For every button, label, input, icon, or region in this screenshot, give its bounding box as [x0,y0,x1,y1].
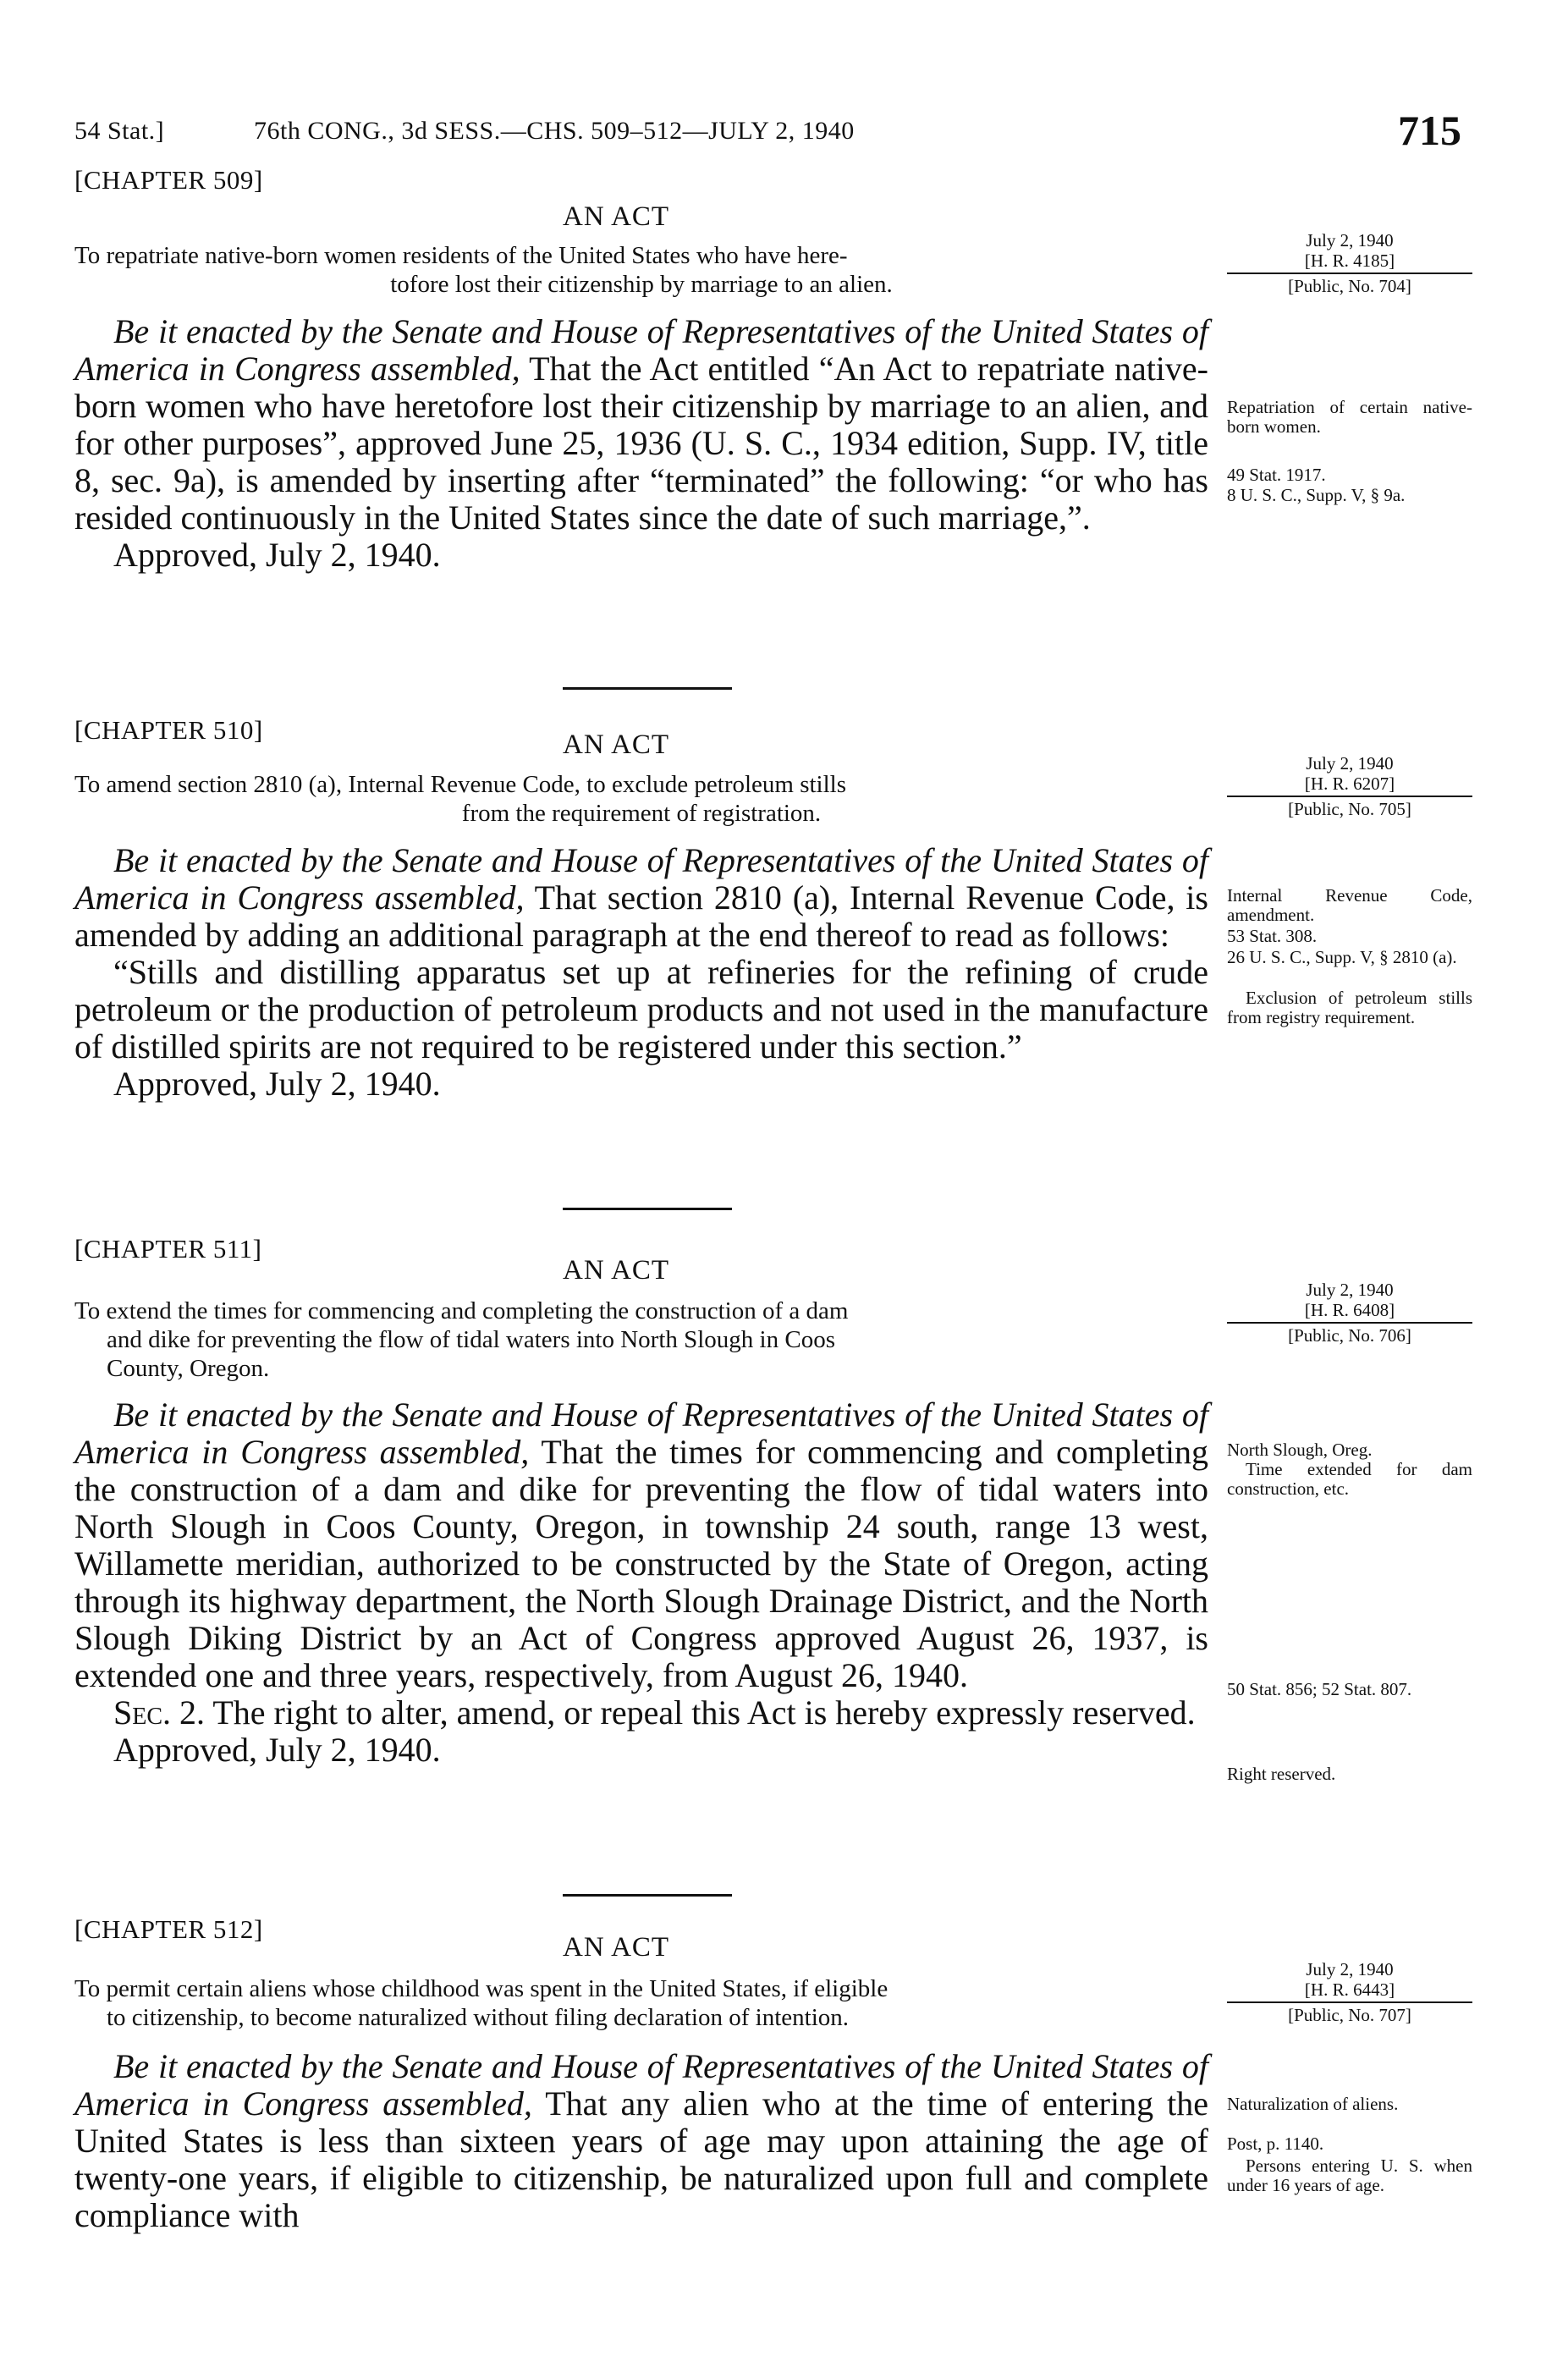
body-paragraph [74,313,1208,537]
margin-note: Exclusion of petroleum stills from registry requirement. [1227,988,1472,1027]
act-title-line: To extend the times for commencing and completing the construction of a dam [74,1297,849,1324]
chapter-divider [563,1208,732,1210]
section-text: The right to alter, amend, or repeal this Act is hereby expressly reserved. [212,1693,1196,1732]
act-title [74,1974,1208,2032]
margin-note: 49 Stat. 1917. [1227,465,1326,485]
header-session: 76th CONG., 3d SESS.—CHS. 509–512—JULY 2, 1940 [254,117,855,145]
act-label: AN ACT [563,1932,670,1963]
enacting-clause: Be it enacted by the Senate and House of Representatives of the United States of America in Congress assembled, [74,2047,1208,2122]
enacting-clause: Be it enacted by the Senate and House of Representatives of the United States of America in Congress assembled, [74,841,1208,917]
stamp-bill: [H. R. 6207] [1304,774,1395,794]
margin-note: Post, p. 1140. [1227,2134,1324,2154]
body-paragraph [74,842,1208,954]
margin-note: Naturalization of aliens. [1227,2094,1399,2114]
quoted-paragraph: “Stills and distilling apparatus set up at refineries for the refining of crude petroleum or the production of petroleum products and not used in the manufacture of distilled spirits are not required to be registered under this section.” [74,953,1208,1065]
margin-note: Internal Revenue Code, amendment. [1227,885,1472,925]
body-paragraph [74,2048,1208,2234]
body-paragraph [74,1396,1208,1694]
approved-line: Approved, July 2, 1940. [113,1731,441,1769]
margin-note: Persons entering U. S. when under 16 years of age. [1227,2156,1472,2195]
stamp-bill: [H. R. 6408] [1304,1300,1395,1320]
stamp-date: July 2, 1940 [1306,1280,1394,1300]
stamp-date: July 2, 1940 [1306,1959,1394,1979]
enactment-stamp [1227,753,1472,819]
chapter-divider [563,687,732,690]
act-title-line: To amend section 2810 (a), Internal Revenue Code, to exclude petroleum stills [74,771,847,798]
stamp-bill: [H. R. 4185] [1304,251,1395,271]
margin-note: 50 Stat. 856; 52 Stat. 807. [1227,1679,1412,1699]
page-number: 715 [1398,107,1461,154]
act-title-line: To permit certain aliens whose childhood was spent in the United States, if eligible [74,1975,889,2002]
enactment-stamp [1227,1280,1472,1346]
chapter-heading: [CHAPTER 511] [74,1234,262,1264]
act-body [74,1396,1208,1769]
header-volume: 54 Stat.] [74,117,165,145]
section-text: That section 2810 (a), Internal Revenue Code, is amended by adding an additional paragraph at the end thereof to read as follows: [74,878,1208,954]
act-title [74,770,1208,828]
stamp-date: July 2, 1940 [1306,230,1394,251]
margin-note: 26 U. S. C., Supp. V, § 2810 (a). [1227,947,1457,967]
act-title [74,1297,1208,1383]
act-title-line: to citizenship, to become naturalized without filing declaration of intention. [107,2004,849,2031]
chapter-heading: [CHAPTER 509] [74,165,263,195]
act-title-line: County, Oregon. [107,1355,270,1382]
margin-note: Repatriation of certain native-born women. [1227,397,1472,437]
act-label: AN ACT [563,730,670,760]
act-body [74,842,1208,1103]
margin-note: Time extended for dam construction, etc. [1227,1459,1472,1499]
approved-line: Approved, July 2, 1940. [113,1065,441,1103]
section-text: That the times for commencing and completing the construction of a dam and dike for preventing the flow of tidal waters into North Slough in Coos County, Oregon, in township 24 south, range 13 west, Willamette meridian, authorized to be constructed by the State of Oregon, acting through its highway department, the North Slough Drainage District, and the North Slough Diking District by an Act of Congress approved August 26, 1937, is extended one and three years, respectively, from August 26, 1940. [74,1433,1208,1694]
chapter-heading: [CHAPTER 512] [74,1914,263,1944]
approved-line: Approved, July 2, 1940. [113,536,441,574]
margin-note: North Slough, Oreg. [1227,1440,1373,1460]
enacting-clause: Be it enacted by the Senate and House of Representatives of the United States of America in Congress assembled, [74,1396,1208,1471]
enacting-clause: Be it enacted by the Senate and House of Representatives of the United States of America in Congress assembled, [74,312,1208,388]
act-title-line: from the requirement of registration. [461,800,822,827]
margin-note: Right reserved. [1227,1764,1336,1784]
stamp-public-law: [Public, No. 705] [1227,796,1472,819]
act-body [74,2048,1208,2234]
section-label: Sec. 2. [113,1693,206,1732]
stamp-public-law: [Public, No. 707] [1227,2001,1472,2025]
stamp-date: July 2, 1940 [1306,753,1394,774]
act-title-line: and dike for preventing the flow of tidal waters into North Slough in Coos [107,1326,835,1353]
stamp-bill: [H. R. 6443] [1304,1979,1395,2000]
margin-note: 53 Stat. 308. [1227,926,1318,946]
act-body [74,313,1208,574]
section-text: That any alien who at the time of entering the United States is less than sixteen years of age may upon attaining the age of twenty-one years, if eligible to citizenship, be naturalized upon full and complete compliance with [74,2084,1208,2234]
act-title-line: tofore lost their citizenship by marriage to an alien. [390,271,893,298]
stamp-public-law: [Public, No. 706] [1227,1322,1472,1346]
enactment-stamp [1227,230,1472,296]
chapter-divider [563,1894,732,1897]
chapter-heading: [CHAPTER 510] [74,715,263,745]
act-label: AN ACT [563,201,670,232]
section-2-paragraph [74,1694,1208,1732]
section-text: That the Act entitled “An Act to repatriate native-born women who have heretofore lost their citizenship by marriage to an alien, and for other purposes”, approved June 25, 1936 (U. S. C., 1934 edition, Supp. IV, title 8, sec. 9a), is amended by inserting after “terminated” the following: “or who has resided continuously in the United States since the date of such marriage,”. [74,350,1208,537]
act-title-line: To repatriate native-born women residents of the United States who have here- [74,242,848,269]
enactment-stamp [1227,1959,1472,2025]
stamp-public-law: [Public, No. 704] [1227,273,1472,296]
margin-note: 8 U. S. C., Supp. V, § 9a. [1227,485,1406,505]
act-title [74,241,1208,299]
act-label: AN ACT [563,1255,670,1286]
